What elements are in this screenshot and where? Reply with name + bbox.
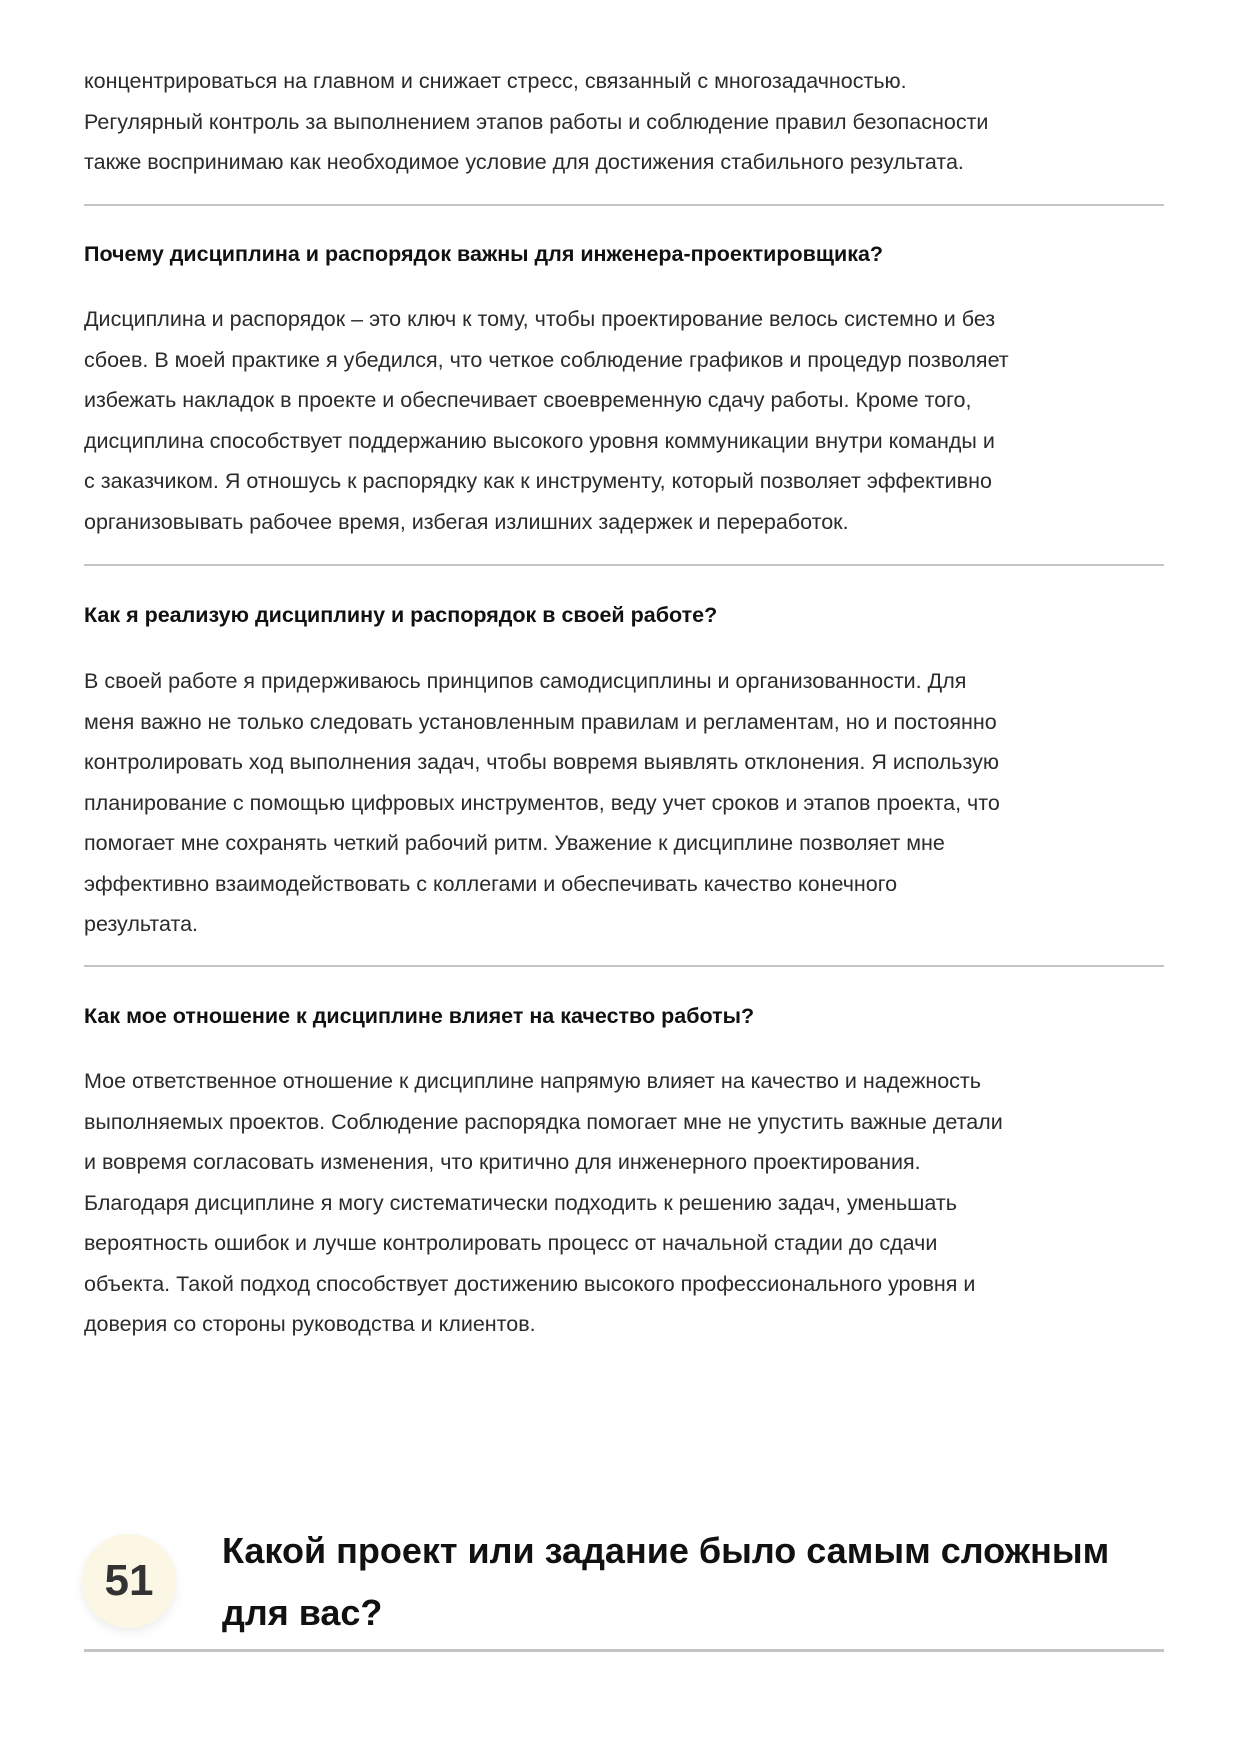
text-line: контролировать ход выполнения задач, чтобы вовремя выявлять отклонения. Я использую — [84, 750, 999, 774]
text-line: также воспринимаю как необходимое условие для достижения стабильного результата. — [84, 150, 964, 174]
question-title-line: Какой проект или задание было самым сложным — [222, 1530, 1110, 1571]
text-line: вероятность ошибок и лучше контролировать процесс от начальной стадии до сдачи — [84, 1231, 938, 1255]
text-line: результата. — [84, 912, 199, 936]
text-line: выполняемых проектов. Соблюдение распорядка помогает мне не упустить важные детали — [84, 1109, 1003, 1134]
text-line: сбоев. В моей практике я убедился, что четкое соблюдение графиков и процедур позволяет — [84, 347, 1009, 372]
text-line: Дисциплина и распорядок – это ключ к тому, чтобы проектирование велось системно и без — [84, 307, 996, 331]
text-line: Регулярный контроль за выполнением этапов работы и соблюдение правил безопасности — [84, 109, 989, 134]
text-line: с заказчиком. Я отношусь к распорядку как к инструменту, который позволяет эффективно — [84, 469, 992, 493]
text-line: доверия со стороны руководства и клиентов. — [84, 1312, 536, 1336]
text-line: концентрироваться на главном и снижает стресс, связанный с многозадачностью. — [84, 69, 907, 93]
text-line: Мое ответственное отношение к дисциплине напрямую влияет на качество и надежность — [84, 1069, 981, 1093]
question-title-line: для вас? — [222, 1592, 383, 1633]
question-title — [222, 1520, 1109, 1644]
section-heading: Почему дисциплина и распорядок важны для инженера-проектировщика? — [84, 242, 884, 266]
text-line: эффективно взаимодействовать с коллегами и обеспечивать качество конечного — [84, 871, 898, 896]
section-heading: Как я реализую дисциплину и распорядок в своей работе? — [84, 603, 718, 627]
divider — [84, 1649, 1164, 1652]
text-line: объекта. Такой подход способствует достижению высокого профессионального уровня и — [84, 1271, 976, 1296]
text-line: Благодаря дисциплине я могу систематически подходить к решению задач, уменьшать — [84, 1190, 957, 1215]
text-line: меня важно не только следовать установленным правилам и регламентам, но и постоянно — [84, 709, 997, 734]
text-line: В своей работе я придерживаюсь принципов самодисциплины и организованности. Для — [84, 669, 967, 693]
text-line: планирование с помощью цифровых инструментов, веду учет сроков и этапов проекта, что — [84, 790, 1000, 815]
divider — [84, 564, 1164, 566]
question-number-badge: 51 — [82, 1534, 176, 1628]
text-line: дисциплина способствует поддержанию высокого уровня коммуникации внутри команды и — [84, 428, 995, 453]
section-heading: Как мое отношение к дисциплине влияет на качество работы? — [84, 1004, 755, 1028]
divider — [84, 204, 1164, 206]
section-paragraph — [84, 299, 1164, 542]
text-line: избежать накладок в проекте и обеспечивает своевременную сдачу работы. Кроме того, — [84, 388, 972, 412]
section-paragraph — [84, 1061, 1164, 1345]
text-line: организовывать рабочее время, избегая излишних задержек и переработок. — [84, 509, 849, 534]
section-paragraph — [84, 661, 1164, 945]
text-line: помогает мне сохранять четкий рабочий ритм. Уважение к дисциплине позволяет мне — [84, 831, 945, 855]
text-line: и вовремя согласовать изменения, что критично для инженерного проектирования. — [84, 1150, 921, 1174]
divider — [84, 965, 1164, 967]
intro-paragraph — [84, 61, 1164, 183]
